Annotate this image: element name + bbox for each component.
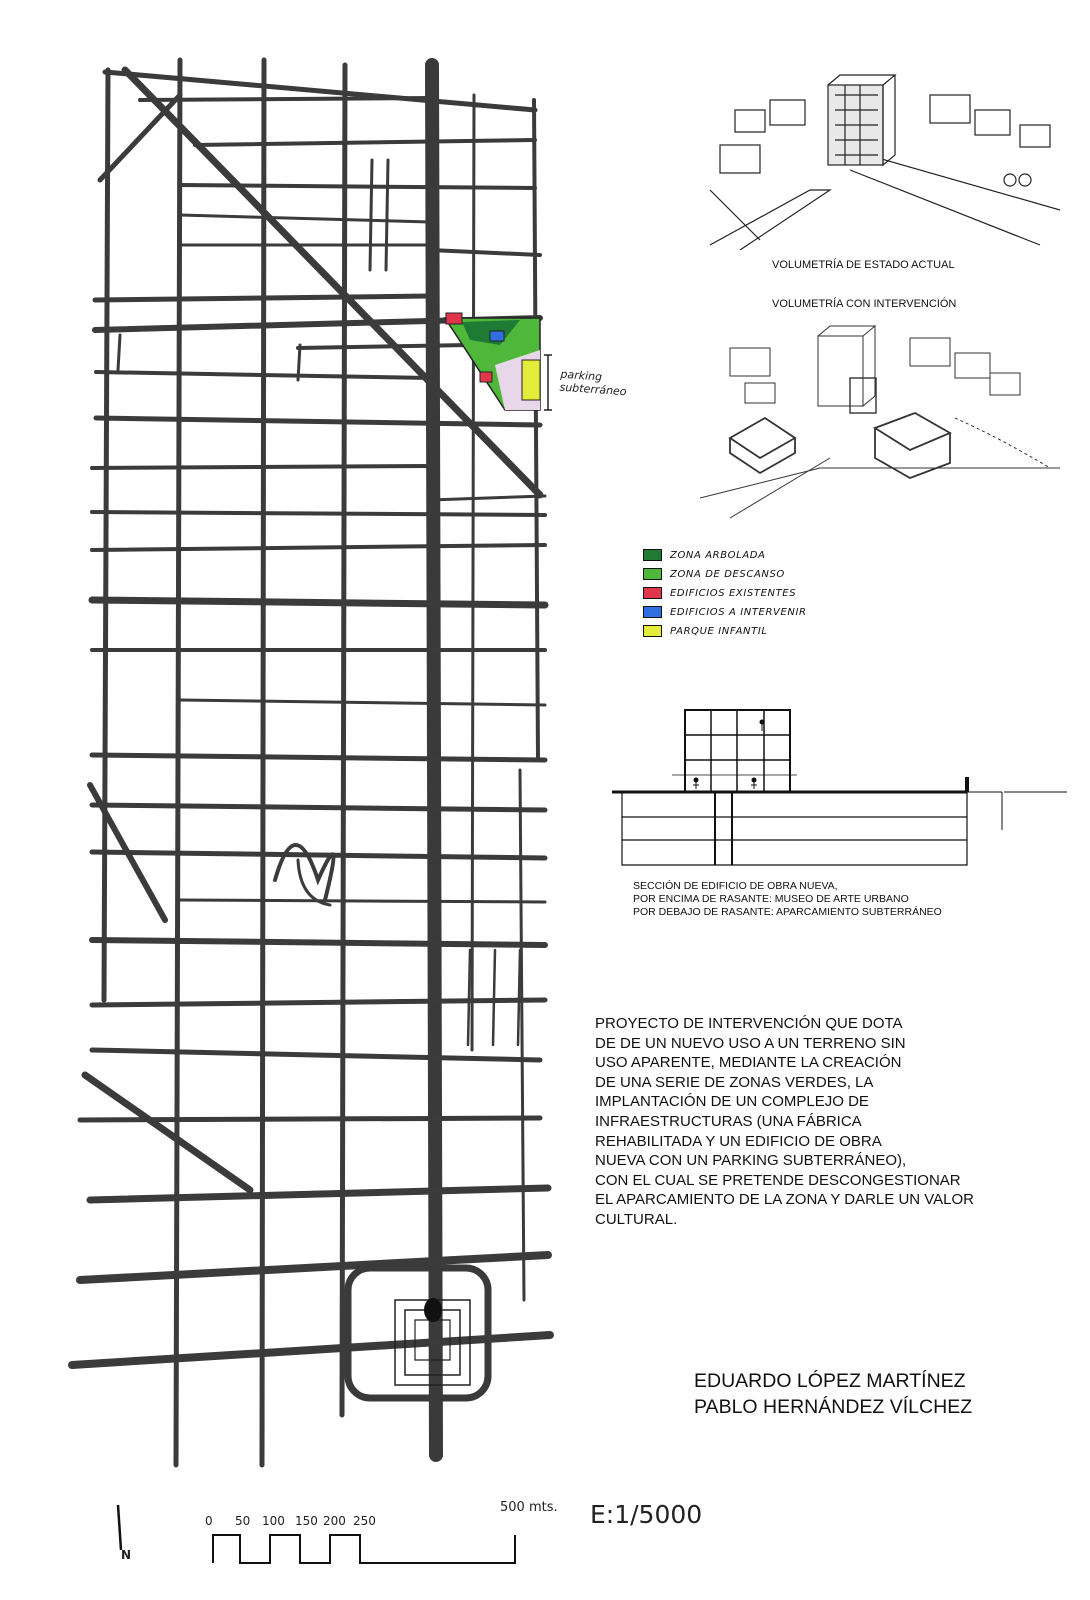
author-name: EDUARDO LÓPEZ MARTÍNEZ — [694, 1370, 966, 1392]
project-description — [595, 1014, 1035, 1230]
description-line: CON EL CUAL SE PRETENDE DESCONGESTIONAR — [595, 1171, 961, 1189]
description-line: DE UNA SERIE DE ZONAS VERDES, LA — [595, 1073, 874, 1091]
scale-end-label: 500 mts. — [500, 1500, 558, 1515]
legend-item-parque-infantil — [643, 624, 768, 638]
volumetry-intervention-label: VOLUMETRÍA CON INTERVENCIÓN — [772, 298, 957, 310]
description-line: PROYECTO DE INTERVENCIÓN QUE DOTA — [595, 1015, 903, 1032]
scale-tick: 50 — [235, 1514, 251, 1528]
description-line: REHABILITADA Y UN EDIFICIO DE OBRA — [595, 1132, 882, 1150]
legend-item-edificios-intervenir — [643, 605, 807, 619]
author-name: PABLO HERNÁNDEZ VÍLCHEZ — [694, 1396, 973, 1418]
description-line: USO APARENTE, MEDIANTE LA CREACIÓN — [595, 1054, 902, 1072]
legend — [643, 548, 843, 643]
street-map — [0, 40, 640, 1480]
volumetry-current-label: VOLUMETRÍA DE ESTADO ACTUAL — [772, 259, 955, 271]
description-line: EL APARCAMIENTO DE LA ZONA Y DARLE UN VALOR — [595, 1191, 975, 1209]
legend-item-edificios-existentes — [643, 586, 796, 600]
authors — [694, 1368, 972, 1420]
description-line: INFRAESTRUCTURAS (UNA FÁBRICA — [595, 1112, 862, 1130]
building-section-drawing — [612, 705, 1072, 875]
volumetry-current-sketch — [700, 70, 1060, 250]
volumetry-intervention-sketch — [700, 318, 1060, 523]
legend-label: EDIFICIOS A INTERVENIR — [670, 606, 807, 618]
scale-tick: 100 — [262, 1514, 285, 1528]
north-label: N — [121, 1548, 132, 1562]
section-caption-line-2: POR ENCIMA DE RASANTE: MUSEO DE ARTE URBANO — [633, 893, 909, 905]
legend-swatch — [643, 606, 662, 618]
legend-item-zona-descanso — [643, 567, 785, 581]
intervention-site — [445, 313, 552, 410]
legend-swatch — [643, 549, 662, 561]
scale-bar-graphic — [205, 1525, 525, 1565]
description-line: CULTURAL. — [595, 1210, 678, 1228]
plaza-block — [348, 1268, 488, 1398]
legend-swatch — [643, 587, 662, 599]
section-caption-line-1: SECCIÓN DE EDIFICIO DE OBRA NUEVA, — [633, 880, 838, 892]
legend-item-zona-arbolada — [643, 548, 766, 562]
legend-label: EDIFICIOS EXISTENTES — [670, 587, 797, 599]
legend-label: ZONA ARBOLADA — [670, 549, 766, 561]
description-line: IMPLANTACIÓN DE UN COMPLEJO DE — [595, 1093, 869, 1111]
scale-tick: 200 — [323, 1514, 346, 1528]
legend-swatch — [643, 625, 662, 637]
parking-note-line-2: subterráneo — [559, 380, 627, 399]
scale-tick: 250 — [353, 1514, 376, 1528]
parking-note — [559, 368, 628, 399]
description-line: DE DE UN NUEVO USO A UN TERRENO SIN — [595, 1034, 906, 1052]
scale-tick: 150 — [295, 1514, 318, 1528]
horizontal-streets — [72, 72, 550, 1365]
description-line: NUEVA CON UN PARKING SUBTERRÁNEO), — [595, 1152, 907, 1170]
legend-swatch — [643, 568, 662, 580]
legend-label: ZONA DE DESCANSO — [670, 568, 785, 580]
scale-tick: 0 — [205, 1514, 213, 1528]
parking-note-line-1: parking — [560, 367, 603, 384]
section-caption-line-3: POR DEBAJO DE RASANTE: APARCAMIENTO SUBTERRÁNEO — [633, 906, 942, 918]
legend-label: PARQUE INFANTIL — [670, 625, 768, 637]
section-caption — [633, 880, 942, 919]
scale-ratio: E:1/5000 — [590, 1500, 703, 1529]
